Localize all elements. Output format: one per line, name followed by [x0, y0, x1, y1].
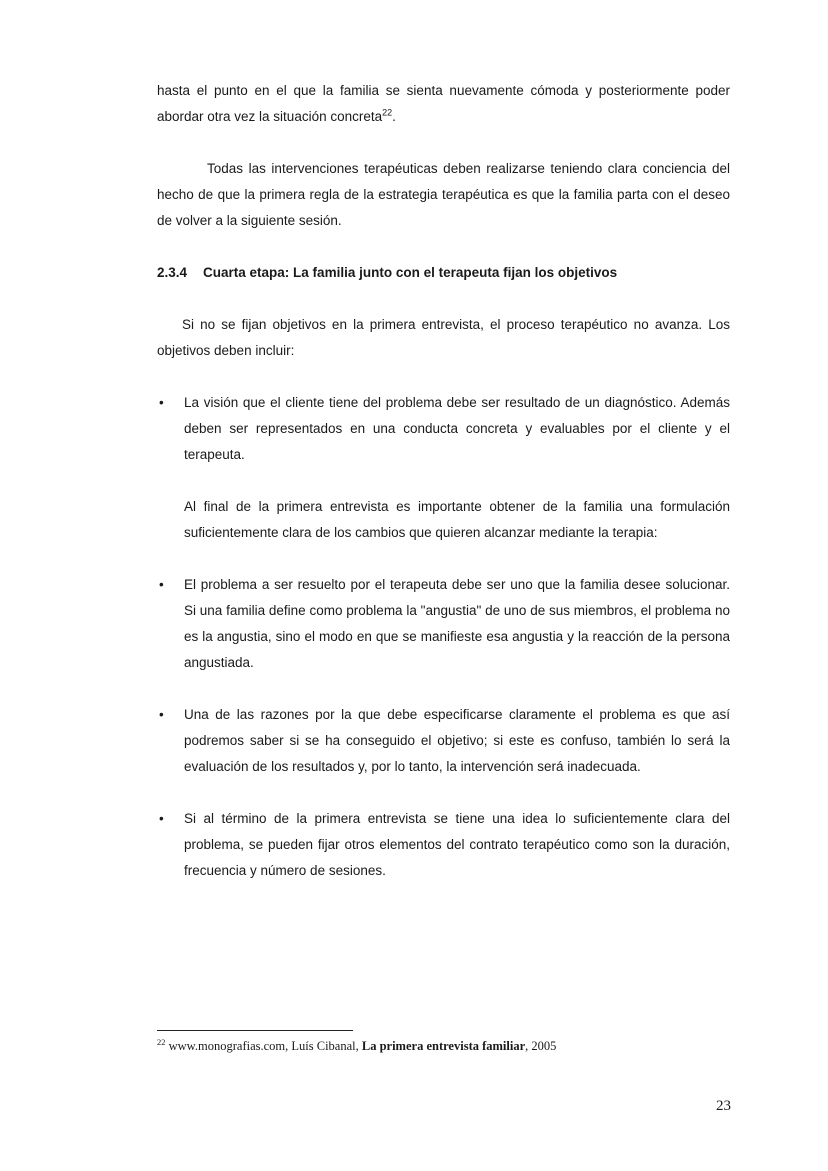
footnote-ref-marker: 22 [382, 107, 393, 118]
paragraph-continuation [157, 78, 730, 130]
footnote-number: 22 [157, 1036, 166, 1047]
bullet-icon: • [159, 811, 164, 826]
section-number: 2.3.4 [157, 265, 188, 280]
footnote [157, 1037, 730, 1055]
paragraph-interventions: Todas las intervenciones terapéuticas deben realizarse teniendo clara conciencia del hecho de que la primera regla de la estrategia terapéutica es que la familia parta con el deseo de volver a la siguiente sesión. [157, 161, 730, 228]
paragraph-period: . [392, 109, 396, 124]
bullet-icon: • [159, 577, 164, 592]
footnote-text-post: , 2005 [525, 1039, 557, 1053]
list-item-text: El problema a ser resuelto por el terapeuta debe ser uno que la familia desee solucionar. Si una familia define como problema la "angustia" de uno de sus miembros, el problema no es la angustia, sino el modo en que se manifieste esa angustia y la reacción de la persona angustiada. [184, 577, 730, 670]
list-item [157, 702, 730, 780]
footnote-text-pre: www.monografias.com, Luís Cibanal, [165, 1039, 362, 1053]
page-content [157, 78, 730, 910]
paragraph-interlude: Al final de la primera entrevista es importante obtener de la familia una formulación suficientemente clara de los cambios que quieren alcanzar mediante la terapia: [184, 499, 730, 540]
footnote-separator [157, 1030, 353, 1031]
page-number: 23 [716, 1098, 731, 1114]
list-item-text: Si al término de la primera entrevista se tiene una idea lo suficientemente clara del problema, se pueden fijar otros elementos del contrato terapéutico como son la duración, frecuencia y número de sesiones. [184, 811, 730, 878]
list-item-text: La visión que el cliente tiene del problema debe ser resultado de un diagnóstico. Además deben ser representados en una conducta concreta y evaluables por el cliente y el terapeuta. [184, 395, 730, 462]
bullet-icon: • [159, 707, 164, 722]
section-heading [157, 260, 730, 286]
paragraph-text: hasta el punto en el que la familia se sienta nuevamente cómoda y posteriormente poder abordar otra vez la situación concreta [157, 83, 730, 124]
bullet-icon: • [159, 395, 164, 410]
list-item [157, 572, 730, 676]
paragraph-objectives-intro: Si no se fijan objetivos en la primera entrevista, el proceso terapéutico no avanza. Los objetivos deben incluir: [157, 317, 730, 358]
section-title: Cuarta etapa: La familia junto con el terapeuta fijan los objetivos [203, 265, 618, 280]
list-item [157, 390, 730, 468]
footnote-title: La primera entrevista familiar [361, 1039, 526, 1053]
footnote-area [157, 1030, 730, 1055]
list-item [157, 806, 730, 884]
list-item-text: Una de las razones por la que debe especificarse claramente el problema es que así podremos saber si se ha conseguido el objetivo; si este es confuso, también lo será la evaluación de los resultados y, por lo tanto, la intervención será inadecuada. [184, 707, 730, 774]
